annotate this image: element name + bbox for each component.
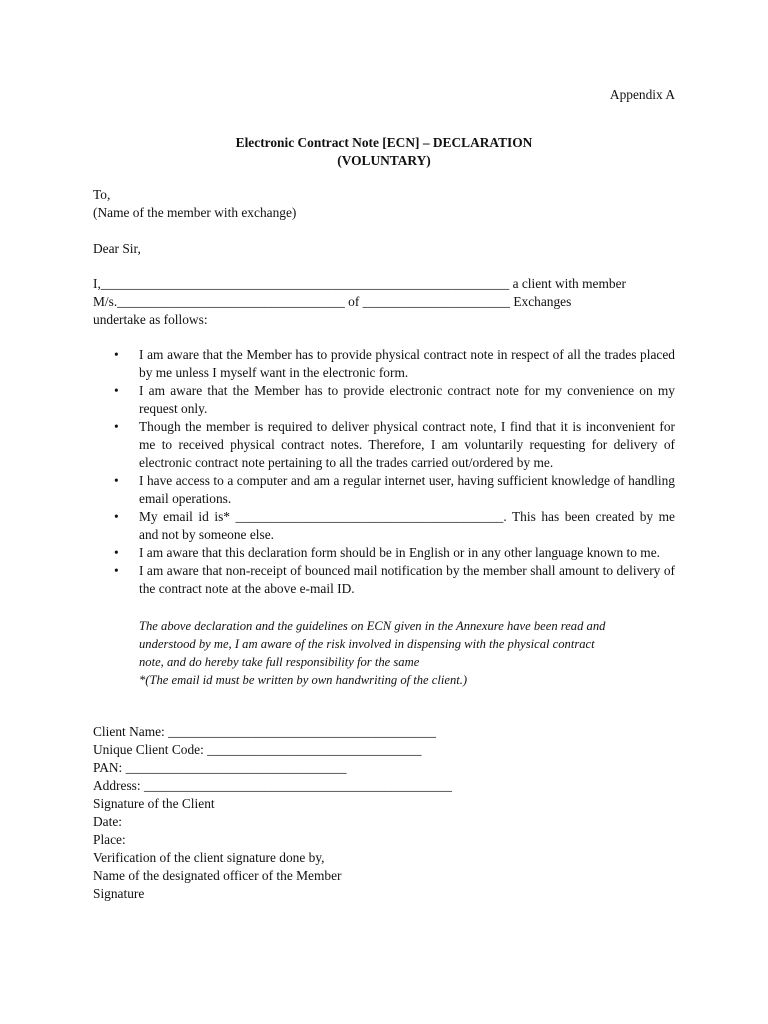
declaration-item	[93, 418, 675, 472]
bullet-icon: •	[114, 419, 119, 434]
verification-label: Verification of the client signature done by,	[93, 850, 325, 865]
declaration-text: My email id is* ________________________________________. This has been created by me and not by someone else.	[139, 509, 675, 542]
declaration-item	[93, 382, 675, 418]
addressee-to: To,	[93, 187, 111, 202]
client-name-field: Client Name: ________________________________________	[93, 724, 436, 739]
note-line-3: note, and do hereby take full responsibility for the same	[139, 655, 420, 669]
title-line-2: (VOLUNTARY)	[337, 153, 431, 168]
unique-client-code-field: Unique Client Code: ________________________________	[93, 742, 422, 757]
bullet-icon: •	[114, 383, 119, 398]
document-title	[0, 134, 768, 170]
bullet-icon: •	[114, 545, 119, 560]
bullet-icon: •	[114, 473, 119, 488]
declaration-text: Though the member is required to deliver physical contract note, I find that it is inconvenient for me to received physical contract notes. Therefore, I am voluntarily requesting for delivery of electronic contract note pertaining to all the trades carried out/ordered by me.	[139, 419, 675, 470]
appendix-label: Appendix A	[609, 87, 675, 102]
note-line-2: understood by me, I am aware of the risk involved in dispensing with the physical contract	[139, 637, 595, 651]
client-details-form	[93, 723, 675, 903]
title-line-1: Electronic Contract Note [ECN] – DECLARATION	[235, 135, 533, 150]
bullet-icon: •	[114, 509, 119, 524]
salutation: Dear Sir,	[93, 241, 141, 256]
acknowledgement-note	[139, 617, 675, 689]
note-line-4: *(The email id must be written by own handwriting of the client.)	[139, 673, 468, 687]
declaration-text: I am aware that non-receipt of bounced mail notification by the member shall amount to delivery of the contract note at the above e-mail ID.	[139, 563, 675, 596]
bullet-icon: •	[114, 347, 119, 362]
client-signature-label: Signature of the Client	[93, 796, 215, 811]
bullet-icon: •	[114, 563, 119, 578]
declaration-text: I am aware that the Member has to provide physical contract note in respect of all the trades placed by me unless I myself want in the electronic form.	[139, 347, 675, 380]
declaration-list	[93, 346, 675, 598]
declaration-text: I am aware that this declaration form should be in English or in any other language known to me.	[139, 545, 660, 560]
signature-label: Signature	[93, 886, 145, 901]
declaration-item	[93, 544, 675, 562]
declaration-text: I am aware that the Member has to provide electronic contract note for my convenience on my request only.	[139, 383, 675, 416]
intro-line-2: M/s.__________________________________ of ______________________ Exchanges	[93, 294, 572, 309]
declaration-item	[93, 508, 675, 544]
addressee-block	[93, 186, 675, 222]
place-field: Place:	[93, 832, 126, 847]
pan-field: PAN: _________________________________	[93, 760, 347, 775]
intro-line-1: I,_____________________________________________________________ a client with member	[93, 276, 626, 291]
note-line-1: The above declaration and the guidelines on ECN given in the Annexure have been read and	[139, 619, 606, 633]
address-field: Address: ______________________________________________	[93, 778, 452, 793]
addressee-name: (Name of the member with exchange)	[93, 205, 297, 220]
declaration-item	[93, 472, 675, 508]
declaration-item	[93, 346, 675, 382]
declaration-text: I have access to a computer and am a regular internet user, having sufficient knowledge of handling email operations.	[139, 473, 675, 506]
declaration-item	[93, 562, 675, 598]
date-field: Date:	[93, 814, 122, 829]
officer-name-label: Name of the designated officer of the Member	[93, 868, 342, 883]
intro-line-3: undertake as follows:	[93, 312, 208, 327]
intro-paragraph	[93, 275, 675, 329]
